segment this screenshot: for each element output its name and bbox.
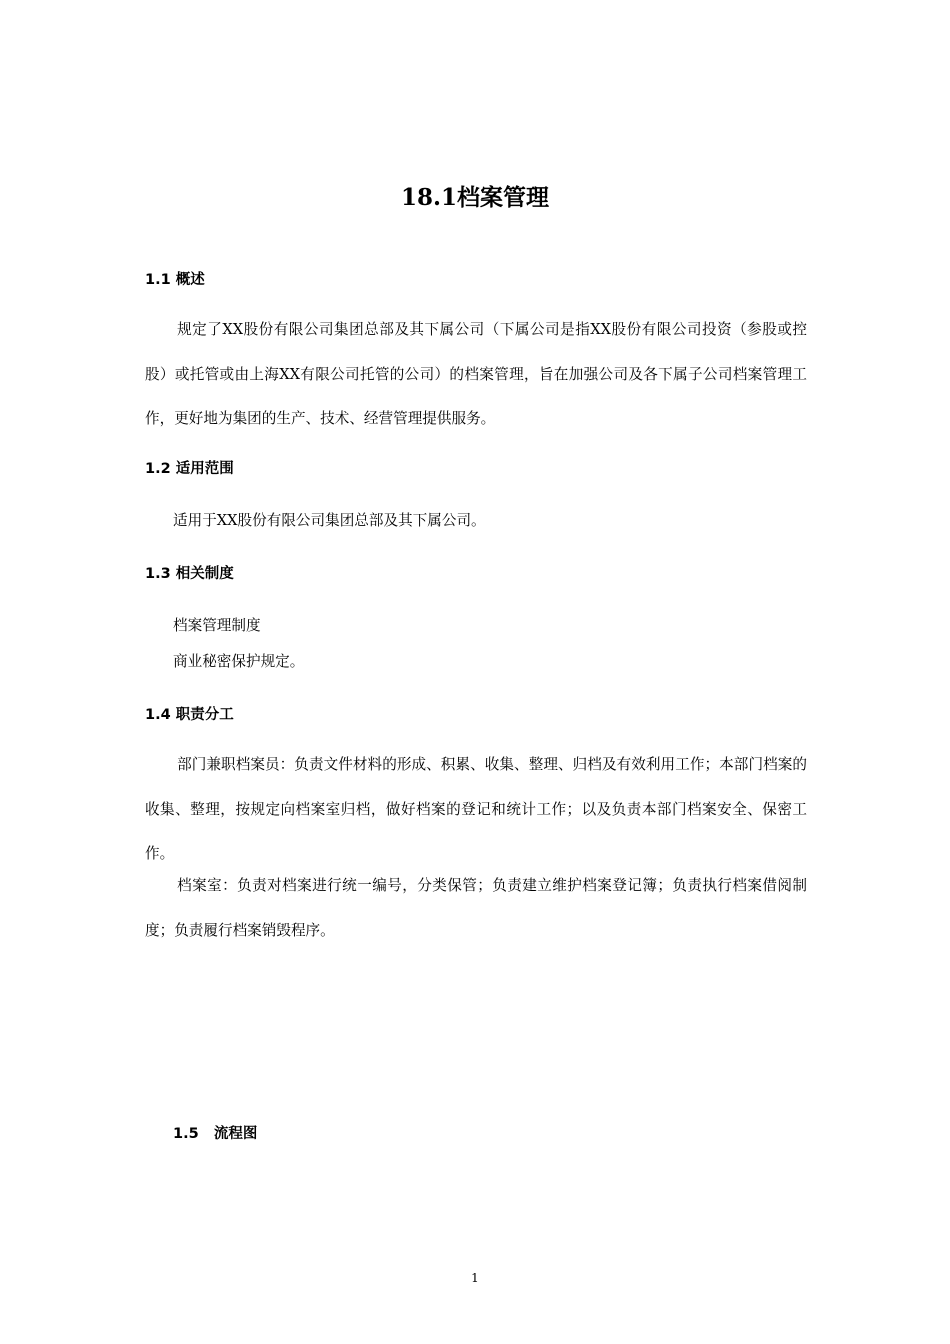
scope-paragraph: 适用于XX股份有限公司集团总部及其下属公司。 xyxy=(173,512,486,529)
overview-paragraph: 规定了XX股份有限公司集团总部及其下属公司（下属公司是指XX股份有限公司投资（参股或控股）或托管或由上海XX有限公司托管的公司）的档案管理，旨在加强公司及各下属子公司档案管理工作，更好地为集团的生产、技术、经营管理提供服务。 xyxy=(145,321,807,427)
duties-paragraph-archivist: 部门兼职档案员：负责文件材料的形成、积累、收集、整理、归档及有效利用工作；本部门档案的收集、整理，按规定向档案室归档，做好档案的登记和统计工作；以及负责本部门档案安全、保密工作。 xyxy=(145,756,807,862)
duties-paragraph-archive-room: 档案室：负责对档案进行统一编号，分类保管；负责建立维护档案登记簿；负责执行档案借阅制度；负责履行档案销毁程序。 xyxy=(145,877,807,939)
section-heading-duties: 1.4 职责分工 xyxy=(145,707,234,723)
section-heading-scope: 1.2 适用范围 xyxy=(145,461,234,477)
section-heading-flowchart: 1.5 流程图 xyxy=(173,1126,258,1142)
document-title: 18.1档案管理 xyxy=(400,184,550,211)
related-item: 商业秘密保护规定。 xyxy=(173,653,305,670)
section-heading-related: 1.3 相关制度 xyxy=(145,566,234,582)
section-heading-overview: 1.1 概述 xyxy=(145,272,205,288)
related-item: 档案管理制度 xyxy=(173,617,261,634)
page-number: 1 xyxy=(471,1271,479,1285)
